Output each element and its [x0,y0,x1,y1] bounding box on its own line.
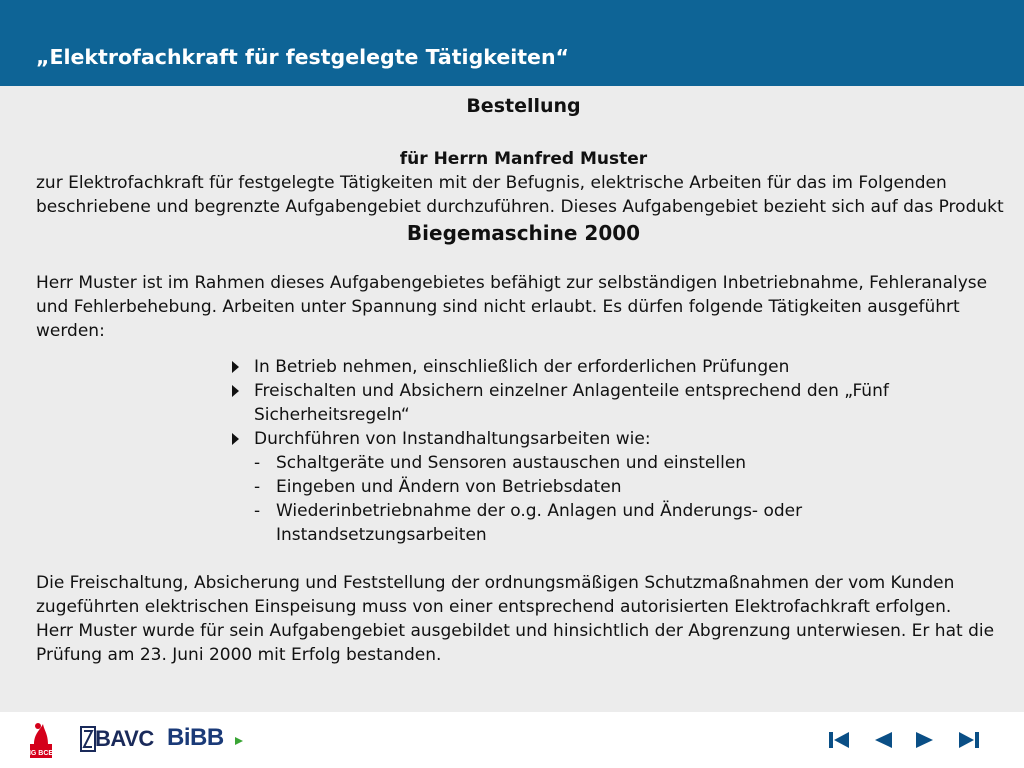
recipient-heading: für Herrn Manfred Muster [399,149,648,169]
sub-list-item: - Wiederinbetriebnahme der o.g. Anlagen und Änderungs- oder Instandsetzungsarbeiten [254,501,803,545]
list-item: Durchführen von Instandhaltungsarbeiten wie: - Schaltgeräte und Sensoren austauschen und einstellen - Eingeben und Ändern von Betriebsdaten - Wiederinbetriebnahme der o.g. Anlagen und Änderungs- oder Instandsetzungsarbeiten [230,427,1011,547]
page-title: „Elektrofachkraft für festgelegte Tätigkeiten“ [36,45,570,69]
bibb-logo-text: BiBB [167,724,224,751]
bibb-arrow-icon [234,736,244,746]
heading-bestellung: Bestellung [466,95,581,117]
activity-list [36,355,1011,547]
bullet-triangle-icon [232,385,239,397]
intro-paragraph: zur Elektrofachkraft für festgelegte Tätigkeiten mit der Befugnis, elektrische Arbeiten für das im Folgenden beschriebene und begrenzte Aufgabengebiet durchzuführen. Dieses Aufgabengebiet bezieht sich auf das Produkt [36,173,1004,217]
bavc-logo-icon [80,726,96,752]
sub-list-item: - Eingeben und Ändern von Betriebsdaten [254,477,622,497]
list-item: Freischalten und Absichern einzelner Anlagenteile entsprechend den „Fünf Sicherheitsregeln“ [230,379,1011,427]
product-heading: Biegemaschine 2000 [406,221,641,245]
igbce-label: IG BCE [28,750,54,757]
bullet-triangle-icon [232,361,239,373]
first-page-icon[interactable] [828,730,850,750]
sub-list-item: - Schaltgeräte und Sensoren austauschen und einstellen [254,453,747,473]
igbce-logo-icon [26,720,56,760]
bavc-logo-text: BAVC [95,726,154,751]
main-content [36,93,1011,667]
maintenance-sublist [254,451,1011,547]
bullet-triangle-icon [232,433,239,445]
closing-paragraph-1: Die Freischaltung, Absicherung und Feststellung der ordnungsmäßigen Schutzmaßnahmen der vom Kunden zugeführten elektrischen Einspeisung muss von einer entsprechend autorisierten Elektrofachkraft erfolgen. [36,573,955,617]
header-bar [0,0,1024,86]
last-page-icon[interactable] [958,730,980,750]
list-item: In Betrieb nehmen, einschließlich der erforderlichen Prüfungen [230,355,1011,379]
previous-page-icon[interactable] [872,730,894,750]
next-page-icon[interactable] [914,730,936,750]
closing-paragraph-2: Herr Muster wurde für sein Aufgabengebiet ausgebildet und hinsichtlich der Abgrenzung unterwiesen. Er hat die Prüfung am 23. Juni 2000 mit Erfolg bestanden. [36,621,995,665]
description-paragraph: Herr Muster ist im Rahmen dieses Aufgabengebietes befähigt zur selbständigen Inbetriebnahme, Fehleranalyse und Fehlerbehebung. Arbeiten unter Spannung sind nicht erlaubt. Es dürfen folgende Tätigkeiten ausgeführt werden: [36,273,988,341]
